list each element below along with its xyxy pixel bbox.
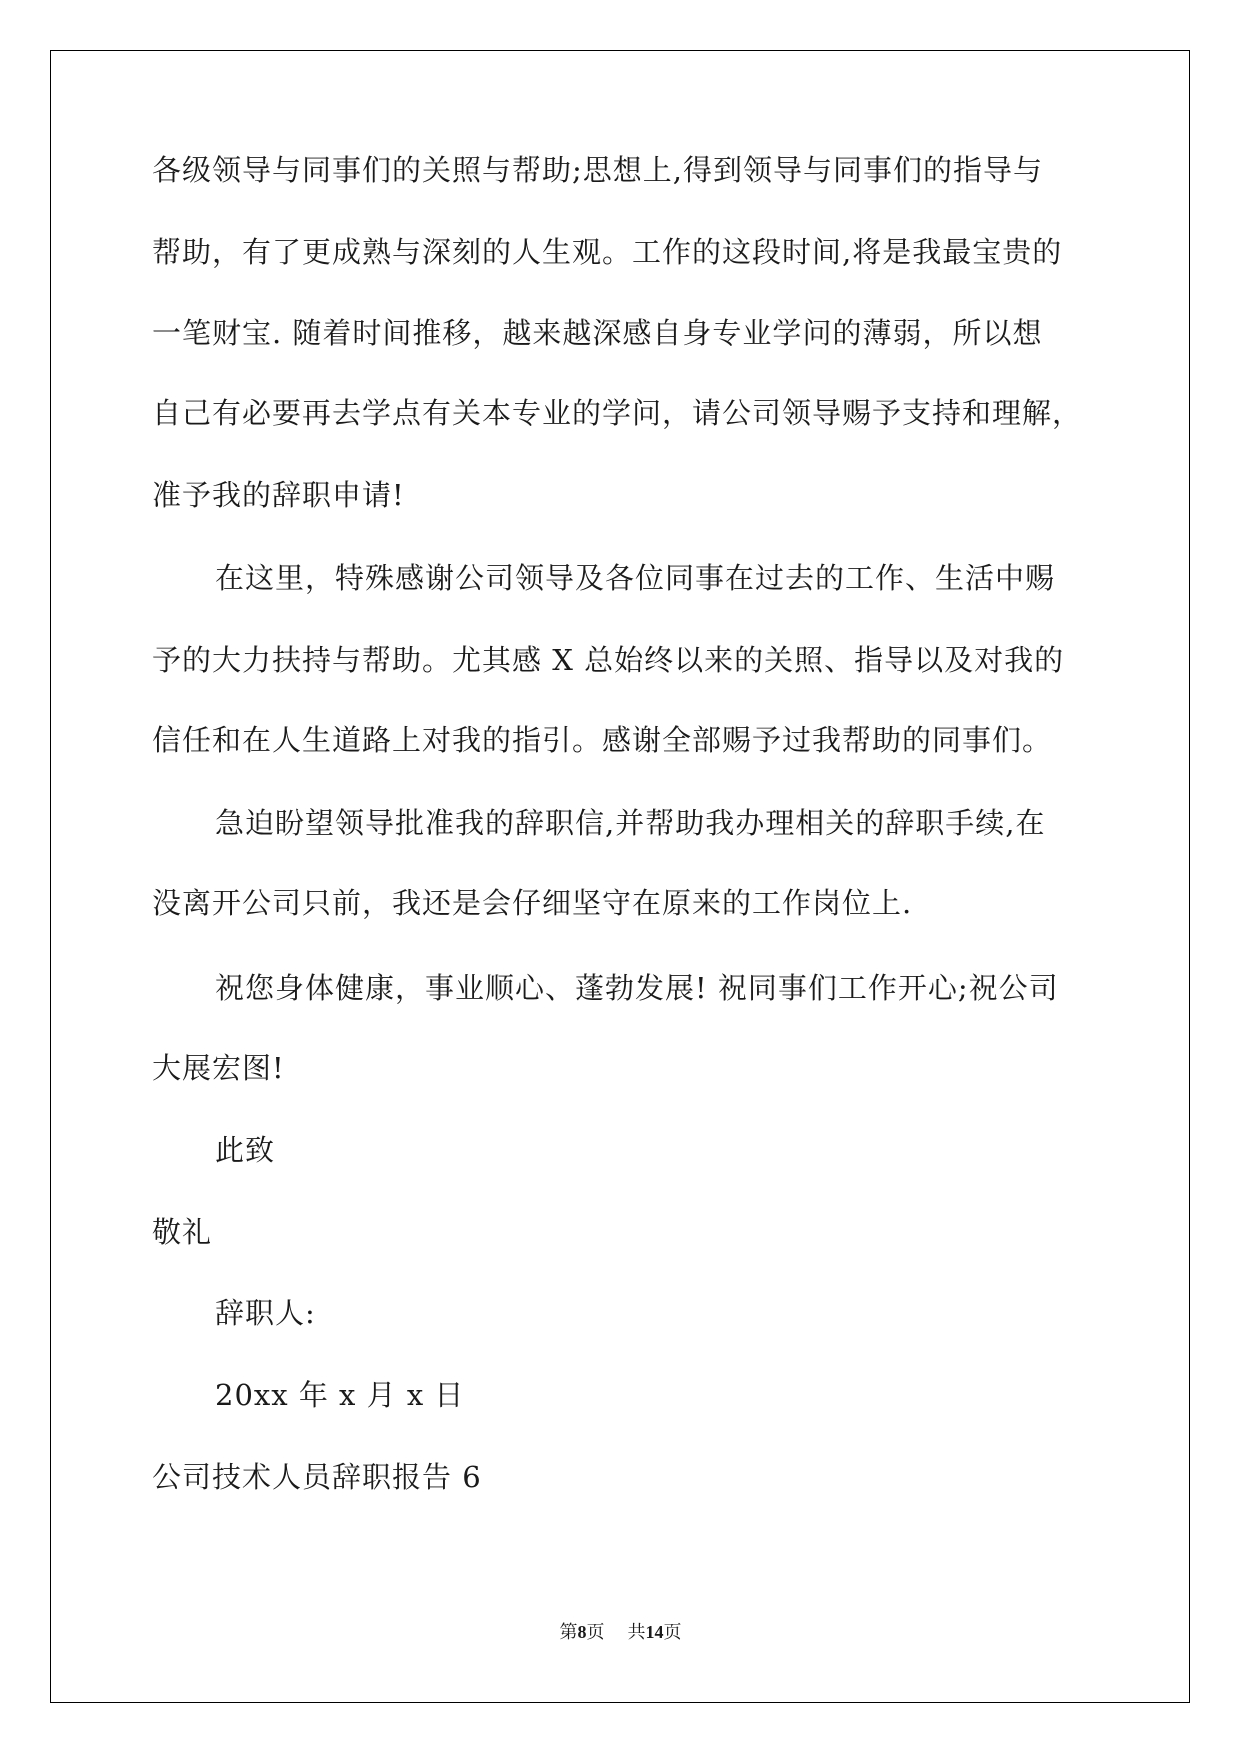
page-footer bbox=[0, 1620, 1241, 1645]
signature-label: 辞职人: bbox=[215, 1296, 316, 1330]
text-line: 准予我的辞职申请! bbox=[152, 478, 405, 512]
current-page-number: 8 bbox=[577, 1622, 587, 1642]
closing-salutation: 此致 bbox=[215, 1133, 276, 1167]
footer-page-suffix: 页 bbox=[586, 1622, 605, 1643]
footer-total-suffix: 页 bbox=[663, 1622, 682, 1643]
text-line: 急迫盼望领导批准我的辞职信,并帮助我办理相关的辞职手续,在 bbox=[215, 806, 1046, 840]
footer-prefix: 第 bbox=[559, 1622, 578, 1643]
text-line: 帮助，有了更成熟与深刻的人生观。工作的这段时间,将是我最宝贵的 bbox=[152, 235, 1063, 269]
footer-total-prefix: 共 bbox=[627, 1622, 646, 1643]
text-line: 一笔财宝. 随着时间推移，越来越深感自身专业学问的薄弱，所以想 bbox=[152, 316, 1043, 350]
total-page-count: 14 bbox=[645, 1622, 664, 1642]
text-line: 予的大力扶持与帮助。尤其感 X 总始终以来的关照、指导以及对我的 bbox=[152, 643, 1065, 677]
closing-regards: 敬礼 bbox=[152, 1215, 213, 1249]
text-line: 自己有必要再去学点有关本专业的学问，请公司领导赐予支持和理解， bbox=[152, 396, 1083, 430]
text-line: 祝您身体健康，事业顺心、蓬勃发展! 祝同事们工作开心;祝公司 bbox=[215, 971, 1059, 1005]
section-heading: 公司技术人员辞职报告 6 bbox=[152, 1460, 482, 1494]
text-line: 各级领导与同事们的关照与帮助;思想上,得到领导与同事们的指导与 bbox=[152, 153, 1043, 187]
date-line: 20xx 年 x 月 x 日 bbox=[215, 1378, 465, 1412]
text-line: 没离开公司只前，我还是会仔细坚守在原来的工作岗位上. bbox=[152, 886, 913, 920]
page-border bbox=[50, 50, 1190, 1703]
text-line: 信任和在人生道路上对我的指引。感谢全部赐予过我帮助的同事们。 bbox=[152, 723, 1053, 757]
text-line: 大展宏图! bbox=[152, 1051, 285, 1085]
text-line: 在这里，特殊感谢公司领导及各位同事在过去的工作、生活中赐 bbox=[215, 561, 1056, 595]
